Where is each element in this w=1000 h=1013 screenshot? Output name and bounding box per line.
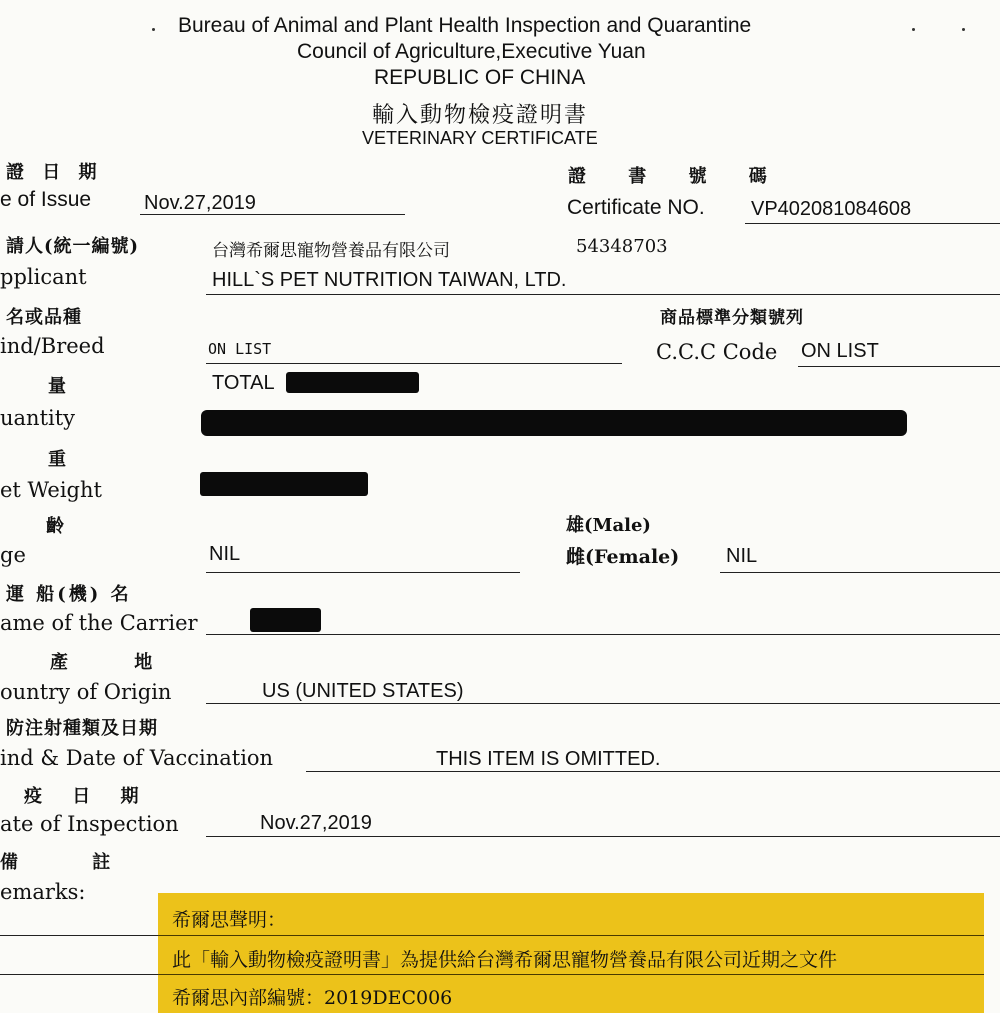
age-label-zh: 齡: [46, 516, 70, 537]
inspection-date-value: Nov.27,2019: [260, 812, 372, 834]
age-label: ge: [0, 543, 26, 567]
scan-speck: [912, 28, 915, 31]
origin-label: ountry of Origin: [0, 680, 172, 704]
ccc-code-value: ON LIST: [801, 340, 879, 362]
ccc-code-label-zh: 商品標準分類號列: [660, 308, 804, 328]
certificate-title-zh: 輸入動物檢疫證明書: [372, 103, 589, 128]
origin-value: US (UNITED STATES): [262, 680, 464, 702]
remarks-label: emarks:: [0, 880, 86, 904]
applicant-tax-id: 54348703: [576, 236, 668, 257]
disclaimer-rule: [158, 935, 984, 936]
sex-value: NIL: [726, 545, 758, 567]
scan-speck: [962, 28, 965, 31]
inspection-date-underline: [206, 836, 1000, 837]
remarks-line: [0, 935, 158, 936]
male-label: 雄(Male): [566, 515, 651, 536]
certificate-no-value: VP402081084608: [751, 198, 912, 220]
kind-breed-value: ON LIST: [208, 340, 272, 358]
vaccination-label: ind & Date of Vaccination: [0, 746, 274, 770]
certificate-title-en: VETERINARY CERTIFICATE: [362, 128, 598, 148]
issue-date-underline: [140, 214, 405, 215]
issue-date-value: Nov.27,2019: [144, 192, 256, 214]
certificate-no-label-zh: 證 書 號 碼: [568, 166, 785, 187]
issue-date-label: e of Issue: [0, 188, 92, 211]
redacted-quantity-detail: [201, 410, 907, 436]
disclaimer-internal-no: 希爾思內部編號：2019DEC006: [172, 987, 453, 1009]
certificate-no-underline: [745, 223, 1000, 224]
disclaimer-rule: [158, 974, 984, 975]
kind-breed-label: ind/Breed: [0, 334, 105, 358]
disclaimer-heading: 希爾思聲明：: [172, 909, 287, 931]
remarks-line: [0, 974, 158, 975]
applicant-underline: [206, 294, 1000, 295]
vaccination-label-zh: 防注射種類及日期: [6, 718, 158, 739]
net-weight-label-zh: 重: [48, 449, 72, 470]
redacted-quantity-total: [286, 372, 419, 393]
age-underline: [206, 572, 520, 573]
carrier-label-zh: 運 船(機) 名: [6, 584, 132, 605]
female-label: 雌(Female): [566, 546, 680, 568]
scan-speck: [152, 28, 155, 31]
remarks-label-zh: 備 註: [0, 852, 145, 873]
applicant-label: pplicant: [0, 265, 87, 289]
issue-date-label-zh: 證 日 期: [6, 162, 103, 183]
applicant-label-zh: 請人(統一編號): [6, 236, 140, 257]
disclaimer-body: 此「輸入動物檢疫證明書」為提供給台灣希爾思寵物營養品有限公司近期之文件: [172, 949, 838, 971]
applicant-name-zh: 台灣希爾思寵物營養品有限公司: [212, 241, 450, 261]
carrier-label: ame of the Carrier: [0, 611, 198, 635]
origin-underline: [206, 703, 1000, 704]
ccc-code-label: C.C.C Code: [656, 340, 778, 364]
council-name: Council of Agriculture,Executive Yuan: [297, 40, 646, 63]
disclaimer-highlight: [158, 893, 984, 1013]
certificate-no-label: Certificate NO.: [567, 196, 705, 219]
ccc-code-underline: [798, 366, 1000, 367]
vaccination-underline: [306, 771, 1000, 772]
redacted-net-weight: [200, 472, 368, 496]
redacted-carrier: [250, 608, 321, 632]
kind-breed-label-zh: 名或品種: [6, 307, 82, 328]
vaccination-value: THIS ITEM IS OMITTED.: [436, 748, 661, 770]
country-name: REPUBLIC OF CHINA: [374, 66, 586, 89]
kind-breed-underline: [206, 363, 622, 364]
inspection-date-label-zh: 疫 日 期: [24, 786, 151, 807]
bureau-name: Bureau of Animal and Plant Health Inspection and Quarantine: [178, 14, 752, 37]
age-value: NIL: [209, 543, 241, 565]
origin-label-zh: 產 地: [50, 652, 183, 673]
net-weight-label: et Weight: [0, 478, 102, 502]
quantity-total-label: TOTAL: [212, 372, 275, 394]
quantity-label-zh: 量: [48, 376, 72, 397]
applicant-name-en: HILL`S PET NUTRITION TAIWAN, LTD.: [212, 269, 567, 291]
carrier-underline: [206, 634, 1000, 635]
quantity-label: uantity: [0, 406, 76, 430]
inspection-date-label: ate of Inspection: [0, 812, 179, 836]
sex-underline: [720, 572, 1000, 573]
